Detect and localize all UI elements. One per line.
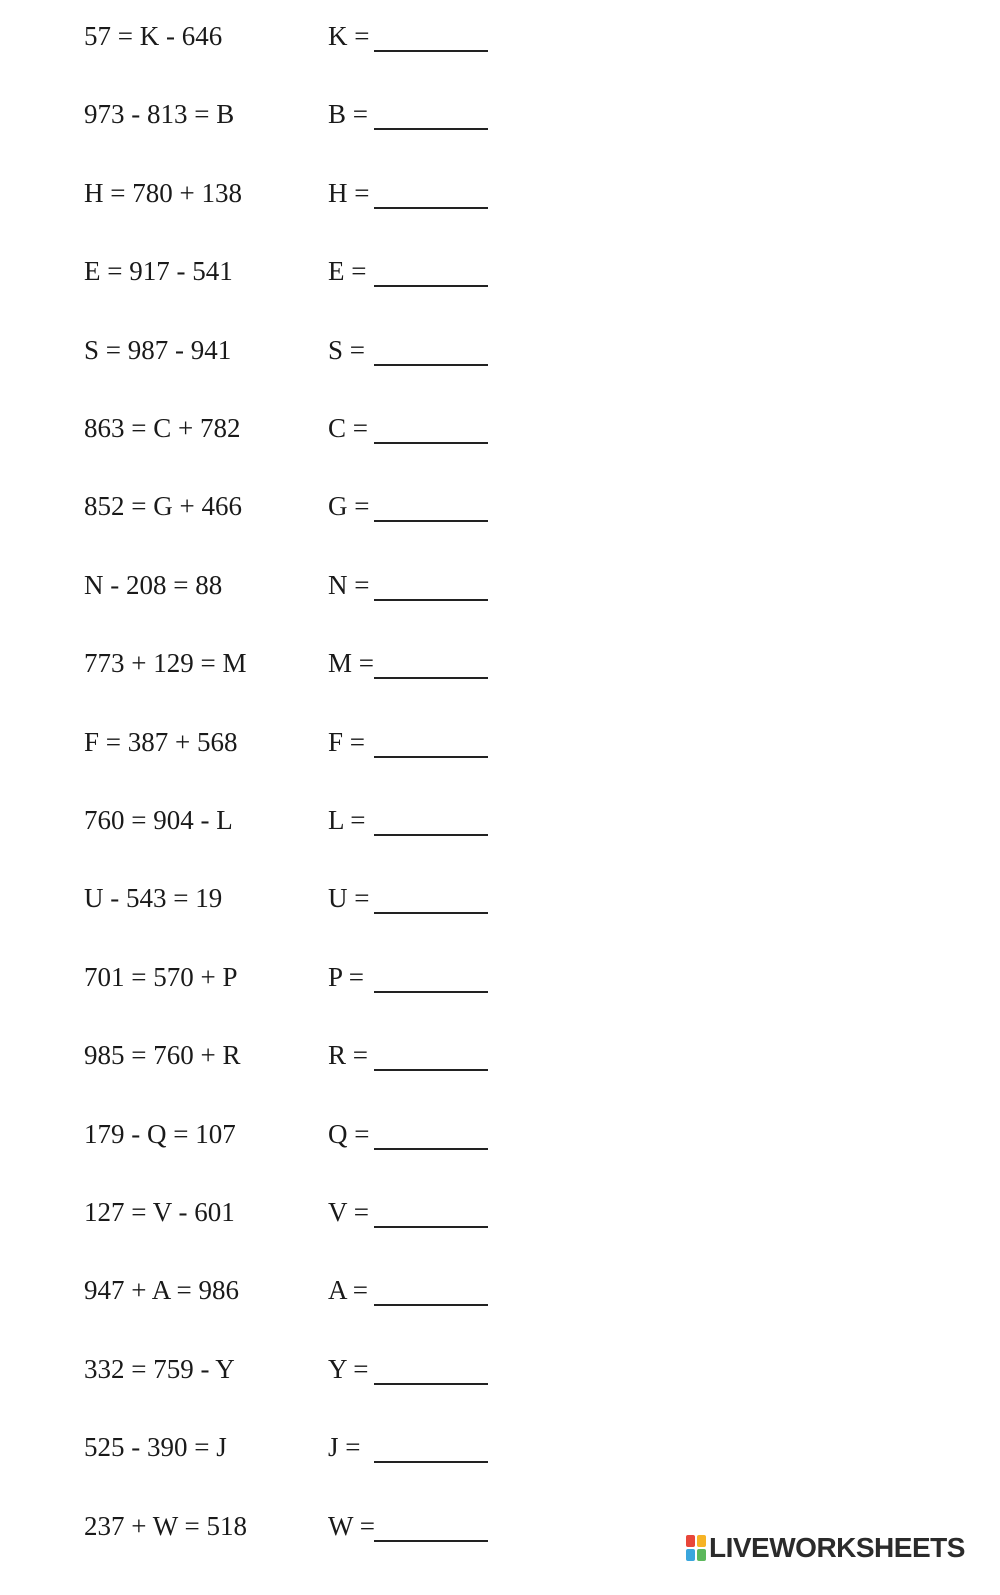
problem-row <box>0 567 600 627</box>
answer-input[interactable] <box>374 1041 488 1071</box>
problem-row <box>0 802 600 862</box>
problem-equation: S = 987 - 941 <box>84 335 232 365</box>
answer-input[interactable] <box>374 806 488 836</box>
problem-row <box>0 488 600 548</box>
logo-square-yellow <box>697 1535 706 1547</box>
answer-input[interactable] <box>374 22 488 52</box>
problem-equation: 127 = V - 601 <box>84 1197 235 1227</box>
answer-label: S = <box>328 335 365 365</box>
answer-label: P = <box>328 962 364 992</box>
answer-label: F = <box>328 727 365 757</box>
problem-row <box>0 253 600 313</box>
answer-label: J = <box>328 1432 361 1462</box>
problem-row <box>0 1037 600 1097</box>
answer-input[interactable] <box>374 100 488 130</box>
logo-square-blue <box>686 1549 695 1561</box>
problem-row <box>0 1429 600 1489</box>
problem-row <box>0 332 600 392</box>
problem-row <box>0 18 600 78</box>
answer-label: R = <box>328 1040 368 1070</box>
answer-input[interactable] <box>374 414 488 444</box>
answer-input[interactable] <box>374 336 488 366</box>
answer-input[interactable] <box>374 492 488 522</box>
problem-equation: E = 917 - 541 <box>84 256 233 286</box>
answer-input[interactable] <box>374 1120 488 1150</box>
answer-label: B = <box>328 99 368 129</box>
logo-text: LIVEWORKSHEETS <box>709 1532 965 1563</box>
answer-label: K = <box>328 21 370 51</box>
answer-label: U = <box>328 883 370 913</box>
answer-label: Q = <box>328 1119 370 1149</box>
answer-input[interactable] <box>374 963 488 993</box>
problem-equation: 863 = C + 782 <box>84 413 241 443</box>
answer-label: V = <box>328 1197 369 1227</box>
problem-row <box>0 175 600 235</box>
problem-equation: 760 = 904 - L <box>84 805 233 835</box>
answer-label: M = <box>328 648 374 678</box>
answer-input[interactable] <box>374 1198 488 1228</box>
problem-equation: 701 = 570 + P <box>84 962 238 992</box>
problem-equation: 985 = 760 + R <box>84 1040 241 1070</box>
answer-label: H = <box>328 178 370 208</box>
answer-input[interactable] <box>374 1433 488 1463</box>
answer-input[interactable] <box>374 884 488 914</box>
answer-input[interactable] <box>374 257 488 287</box>
problem-row <box>0 1116 600 1176</box>
problem-equation: 332 = 759 - Y <box>84 1354 235 1384</box>
problem-equation: 525 - 390 = J <box>84 1432 227 1462</box>
liveworksheets-logo-icon <box>686 1535 706 1561</box>
answer-label: E = <box>328 256 367 286</box>
problem-equation: 947 + A = 986 <box>84 1275 239 1305</box>
answer-label: N = <box>328 570 370 600</box>
problem-equation: U - 543 = 19 <box>84 883 223 913</box>
answer-label: C = <box>328 413 368 443</box>
problem-equation: 773 + 129 = M <box>84 648 247 678</box>
problem-row <box>0 880 600 940</box>
answer-input[interactable] <box>374 1512 488 1542</box>
logo-square-green <box>697 1549 706 1561</box>
logo-square-red <box>686 1535 695 1547</box>
problem-row <box>0 724 600 784</box>
problem-row <box>0 1351 600 1411</box>
problem-row <box>0 1194 600 1254</box>
problem-equation: F = 387 + 568 <box>84 727 238 757</box>
problem-equation: 237 + W = 518 <box>84 1511 247 1541</box>
answer-input[interactable] <box>374 728 488 758</box>
answer-input[interactable] <box>374 1276 488 1306</box>
problem-row <box>0 1272 600 1332</box>
problem-row <box>0 959 600 1019</box>
problem-row <box>0 410 600 470</box>
problem-equation: 179 - Q = 107 <box>84 1119 236 1149</box>
problem-equation: N - 208 = 88 <box>84 570 223 600</box>
problem-equation: 852 = G + 466 <box>84 491 242 521</box>
answer-label: Y = <box>328 1354 369 1384</box>
problem-row <box>0 96 600 156</box>
problem-row <box>0 1508 600 1568</box>
answer-label: L = <box>328 805 366 835</box>
answer-input[interactable] <box>374 179 488 209</box>
answer-label: W = <box>328 1511 375 1541</box>
liveworksheets-logo <box>686 1532 965 1564</box>
answer-input[interactable] <box>374 1355 488 1385</box>
problem-equation: 973 - 813 = B <box>84 99 235 129</box>
answer-input[interactable] <box>374 649 488 679</box>
answer-label: G = <box>328 491 370 521</box>
problem-equation: 57 = K - 646 <box>84 21 223 51</box>
problem-equation: H = 780 + 138 <box>84 178 242 208</box>
problem-row <box>0 645 600 705</box>
answer-label: A = <box>328 1275 368 1305</box>
answer-input[interactable] <box>374 571 488 601</box>
